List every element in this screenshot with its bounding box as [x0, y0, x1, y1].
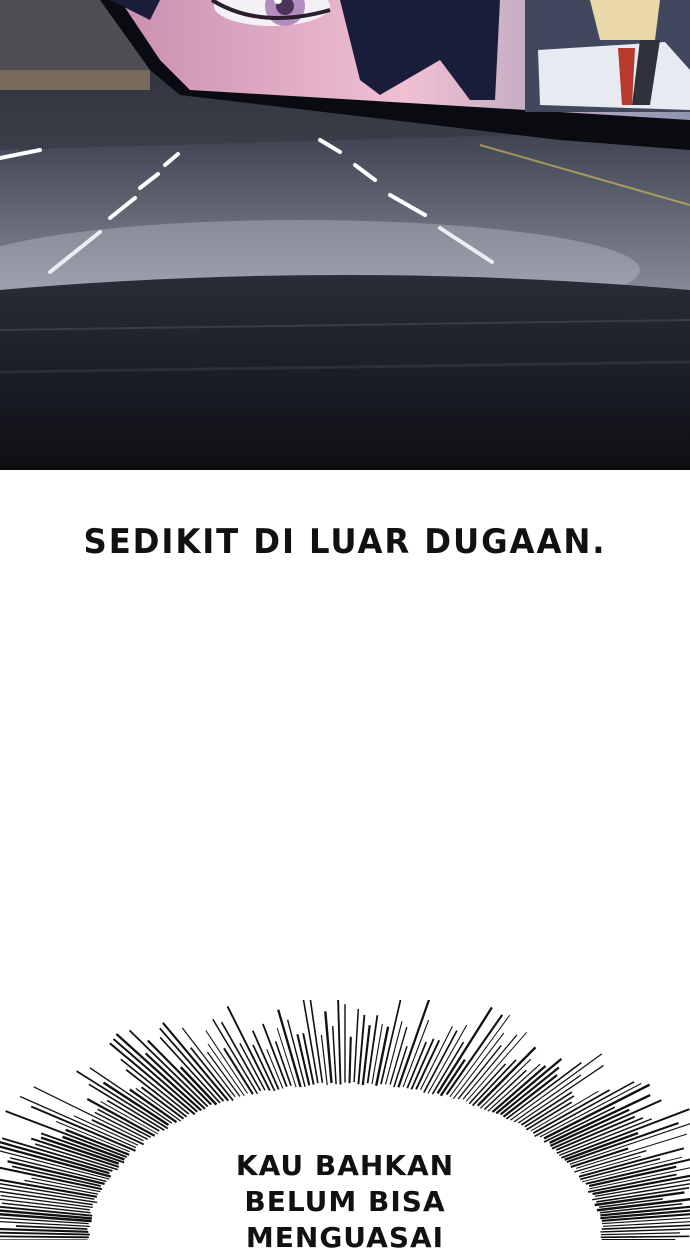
- burst-spike: [206, 1031, 248, 1094]
- burst-spike: [407, 1042, 426, 1088]
- speech-line: BELUM BISA: [244, 1185, 446, 1218]
- burst-spike: [263, 1024, 287, 1087]
- car-scene-illustration: [0, 0, 690, 470]
- burst-spike: [473, 1060, 516, 1106]
- burst-spike: [191, 1048, 233, 1101]
- burst-spike: [403, 1020, 429, 1087]
- burst-spike: [338, 1000, 341, 1085]
- burst-spike: [303, 1033, 313, 1084]
- burst-spike: [354, 1009, 358, 1082]
- speech-line: KAU BAHKAN: [235, 1149, 455, 1182]
- narration-caption: SEDIKIT DI LUAR DUGAAN.: [83, 522, 607, 562]
- burst-spike: [350, 1037, 351, 1083]
- passenger-in-mirror: [525, 0, 690, 112]
- burst-spike: [458, 1045, 501, 1099]
- comic-panel-car-interior: [0, 0, 690, 470]
- burst-spike: [416, 1040, 439, 1089]
- speech-line: MENGUASAI: [245, 1221, 445, 1254]
- burst-spike: [525, 1096, 574, 1127]
- burst-spike: [333, 1026, 336, 1084]
